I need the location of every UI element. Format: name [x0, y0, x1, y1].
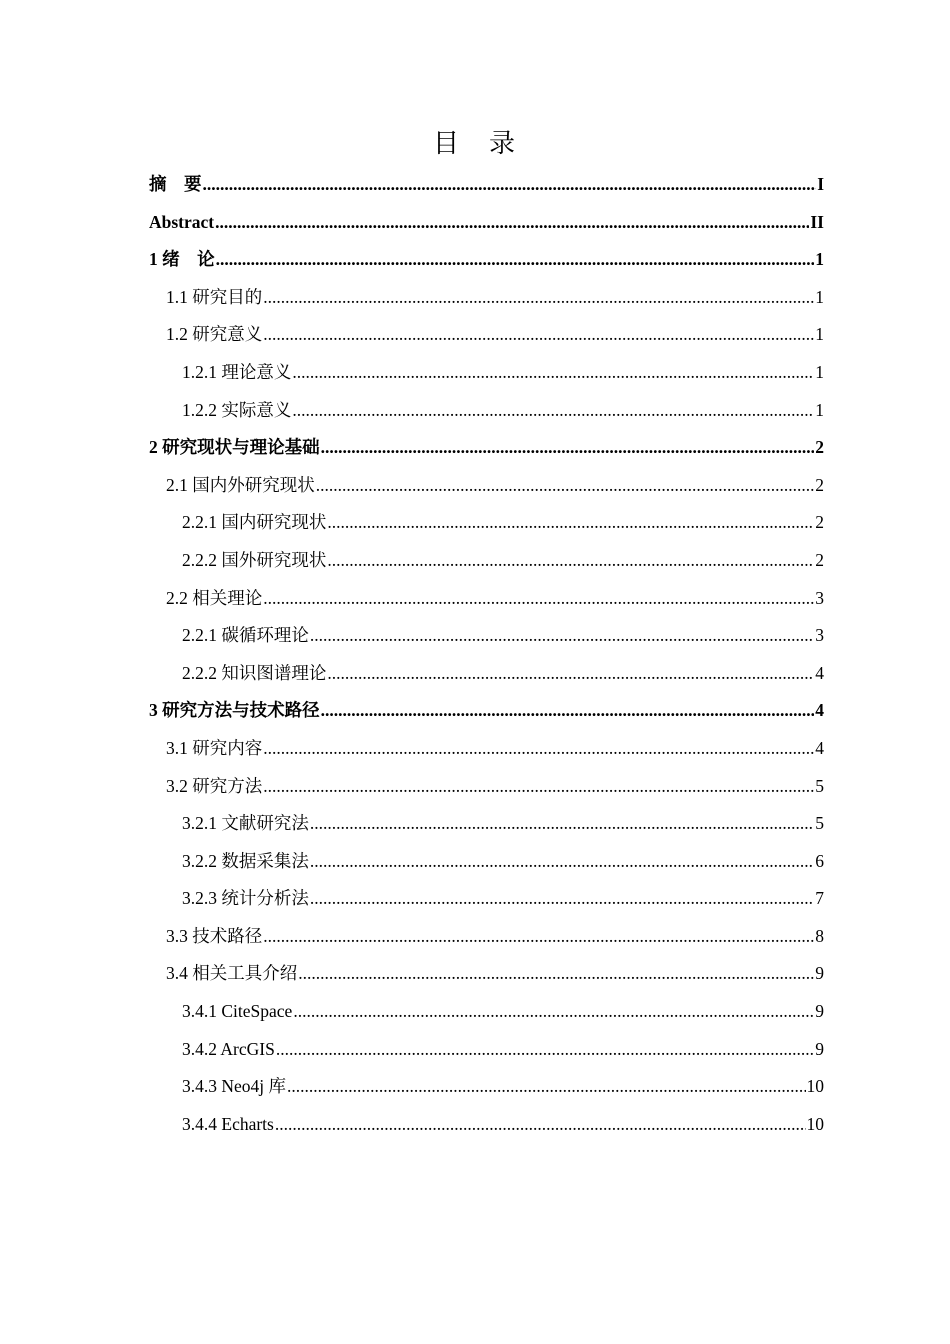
toc-entry-label: 3.4.4 Echarts	[182, 1113, 274, 1134]
toc-entry-page-number: II	[810, 211, 824, 232]
toc-entry-page-number: 2	[815, 437, 824, 458]
toc-entry-label: Abstract	[149, 211, 215, 232]
dot-leader	[321, 692, 815, 730]
toc-entry-label: 3.2.2 数据采集法	[182, 850, 309, 871]
toc-entry[interactable]	[149, 880, 824, 918]
toc-entry[interactable]	[149, 918, 824, 956]
toc-entry[interactable]	[149, 1031, 824, 1069]
toc-entry-page-number: 5	[815, 775, 824, 796]
toc-entry-label: 3.2 研究方法	[166, 775, 263, 796]
toc-list	[149, 166, 824, 1143]
toc-entry[interactable]	[149, 354, 824, 392]
dot-leader	[263, 279, 814, 317]
toc-entry-label: 3.4 相关工具介绍	[166, 963, 298, 984]
dot-leader	[327, 504, 814, 542]
toc-entry-label: 3.3 技术路径	[166, 925, 263, 946]
toc-entry-page-number: 7	[815, 888, 824, 909]
toc-entry[interactable]	[149, 392, 824, 430]
dot-leader	[327, 655, 814, 693]
dot-leader	[203, 166, 817, 204]
toc-entry-label: 1 绪 论	[149, 249, 215, 270]
dot-leader	[276, 1031, 814, 1069]
toc-entry-page-number: I	[817, 174, 824, 194]
toc-entry[interactable]	[149, 655, 824, 693]
toc-entry[interactable]	[149, 429, 824, 467]
toc-entry-label: 3.4.3 Neo4j 库	[182, 1076, 287, 1097]
toc-entry[interactable]	[149, 204, 824, 242]
toc-entry-label: 3 研究方法与技术路径	[149, 700, 320, 721]
toc-entry-page-number: 3	[815, 625, 824, 646]
dot-leader	[287, 1068, 805, 1106]
toc-entry-label: 1.1 研究目的	[166, 286, 263, 307]
toc-entry-page-number: 1	[815, 249, 824, 270]
toc-entry-page-number: 8	[815, 925, 824, 946]
toc-entry[interactable]	[149, 843, 824, 881]
dot-leader	[293, 993, 814, 1031]
toc-entry-page-number: 4	[815, 662, 824, 683]
toc-entry-page-number: 1	[815, 324, 824, 345]
toc-entry-page-number: 1	[815, 361, 824, 382]
toc-entry-label: 1.2 研究意义	[166, 324, 263, 345]
dot-leader	[263, 580, 814, 618]
toc-title: 目 录	[432, 129, 517, 158]
toc-entry-label: 2.2.1 碳循环理论	[182, 625, 309, 646]
dot-leader	[327, 542, 814, 580]
dot-leader	[215, 204, 809, 242]
dot-leader	[310, 880, 814, 918]
dot-leader	[216, 241, 815, 279]
toc-entry-page-number: 2	[815, 474, 824, 495]
toc-entry[interactable]	[149, 768, 824, 806]
toc-entry-page-number: 9	[815, 1038, 824, 1059]
dot-leader	[298, 955, 814, 993]
toc-entry-label: 摘 要	[149, 174, 202, 194]
toc-entry-label: 3.4.2 ArcGIS	[182, 1038, 275, 1059]
dot-leader	[310, 617, 814, 655]
toc-entry-label: 3.4.1 CiteSpace	[182, 1001, 293, 1022]
toc-entry[interactable]	[149, 617, 824, 655]
toc-entry-page-number: 3	[815, 587, 824, 608]
dot-leader	[292, 354, 814, 392]
toc-entry-page-number: 9	[815, 1001, 824, 1022]
toc-entry-label: 3.1 研究内容	[166, 737, 263, 758]
toc-entry[interactable]	[149, 316, 824, 354]
dot-leader	[263, 918, 814, 956]
dot-leader	[263, 316, 814, 354]
toc-entry[interactable]	[149, 993, 824, 1031]
toc-entry-page-number: 2	[815, 512, 824, 533]
dot-leader	[292, 392, 814, 430]
toc-entry-page-number: 5	[815, 813, 824, 834]
toc-entry[interactable]	[149, 1106, 824, 1144]
toc-entry-page-number: 4	[815, 700, 824, 721]
toc-entry[interactable]	[149, 279, 824, 317]
toc-entry-page-number: 10	[806, 1076, 824, 1097]
toc-entry[interactable]	[149, 955, 824, 993]
toc-entry[interactable]	[149, 241, 824, 279]
toc-entry-page-number: 2	[815, 549, 824, 570]
toc-entry[interactable]	[149, 805, 824, 843]
toc-entry-label: 3.2.3 统计分析法	[182, 888, 309, 909]
toc-entry[interactable]	[149, 1068, 824, 1106]
toc-entry[interactable]	[149, 580, 824, 618]
dot-leader	[263, 768, 814, 806]
dot-leader	[316, 467, 815, 505]
toc-entry-label: 2.2 相关理论	[166, 587, 263, 608]
toc-entry[interactable]	[149, 730, 824, 768]
toc-entry[interactable]	[149, 504, 824, 542]
toc-entry-page-number: 4	[815, 737, 824, 758]
toc-entry-label: 2.2.1 国内研究现状	[182, 512, 327, 533]
dot-leader	[310, 843, 814, 881]
toc-entry-label: 1.2.2 实际意义	[182, 399, 292, 420]
toc-entry-page-number: 1	[815, 286, 824, 307]
toc-entry-page-number: 6	[815, 850, 824, 871]
dot-leader	[275, 1106, 806, 1144]
toc-entry-page-number: 9	[815, 963, 824, 984]
dot-leader	[263, 730, 814, 768]
toc-entry-page-number: 10	[806, 1113, 824, 1134]
toc-entry-label: 2.2.2 知识图谱理论	[182, 662, 327, 683]
toc-entry-label: 3.2.1 文献研究法	[182, 813, 309, 834]
dot-leader	[310, 805, 814, 843]
toc-entry[interactable]	[149, 467, 824, 505]
toc-entry[interactable]	[149, 692, 824, 730]
toc-entry-label: 1.2.1 理论意义	[182, 361, 292, 382]
toc-entry-label: 2.2.2 国外研究现状	[182, 549, 327, 570]
toc-entry-label: 2 研究现状与理论基础	[149, 437, 320, 458]
toc-entry-label: 2.1 国内外研究现状	[166, 474, 315, 495]
dot-leader	[321, 429, 815, 467]
toc-entry-page-number: 1	[815, 399, 824, 420]
toc-entry[interactable]	[149, 542, 824, 580]
toc-entry[interactable]	[149, 166, 824, 204]
